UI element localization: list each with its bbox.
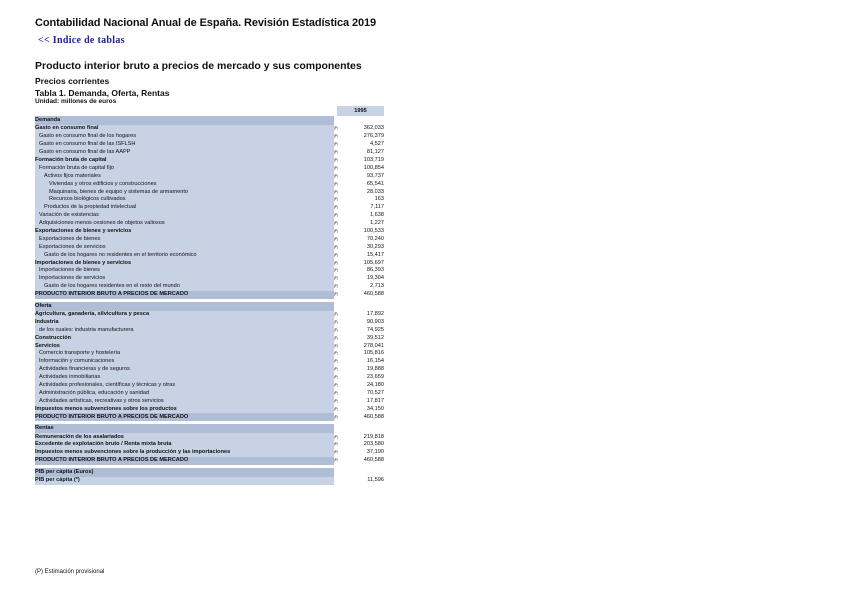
footnote: (P) Estimación provisional — [35, 569, 105, 575]
table-row — [35, 141, 384, 149]
row-flag: (P) — [334, 434, 338, 439]
year-header: 1995 — [337, 106, 384, 116]
table-row — [35, 342, 384, 350]
row-label: Formación bruta de capital — [35, 157, 334, 165]
row-value: 70,527 — [366, 389, 384, 396]
table-header-row — [35, 106, 384, 116]
row-label: Variación de existencias — [35, 212, 334, 220]
row-value: 105,816 — [363, 350, 384, 357]
row-value: 100,533 — [363, 228, 384, 235]
row-value: 37,190 — [366, 449, 384, 456]
row-flag: (P) — [334, 205, 338, 210]
row-label: Excedente de explotación bruto / Renta mixta bruta — [35, 441, 334, 449]
row-label: Gasto en consumo final de las AAPP — [35, 149, 334, 157]
section-label: Rentas — [35, 424, 334, 433]
row-label: Gasto en consumo final — [35, 125, 334, 133]
table-row — [35, 157, 384, 165]
table-row — [35, 350, 384, 358]
row-label: Impuestos menos subvenciones sobre la producción y las importaciones — [35, 449, 334, 457]
row-flag: (P) — [334, 343, 338, 348]
row-flag: (P) — [334, 229, 338, 234]
row-flag: (P) — [334, 150, 338, 155]
table-row — [35, 441, 384, 449]
row-value: 163 — [374, 196, 384, 203]
table-row — [35, 172, 384, 180]
row-label: Importaciones de servicios — [35, 275, 334, 283]
row-value: 460,588 — [363, 413, 384, 420]
table-row — [35, 267, 384, 275]
row-flag: (P) — [334, 383, 338, 388]
row-value — [337, 468, 384, 477]
table-row — [35, 196, 384, 204]
row-value: 93,737 — [366, 172, 384, 179]
row-label: Gasto de los hogares no residentes en el territorio económico — [35, 251, 334, 259]
row-flag: (P) — [334, 213, 338, 218]
row-flag: (P) — [334, 414, 338, 419]
row-value: 460,588 — [363, 457, 384, 464]
row-value: 24,180 — [366, 382, 384, 389]
section-header-row — [35, 424, 384, 433]
row-value: 278,041 — [363, 342, 384, 349]
row-value: 39,512 — [366, 334, 384, 341]
row-label: Productos de la propiedad intelectual — [35, 204, 334, 212]
row-flag: (P) — [334, 126, 338, 131]
row-value: 103,719 — [363, 157, 384, 163]
table-row — [35, 243, 384, 251]
row-label: Remuneración de los asalariados — [35, 433, 334, 441]
row-label: Adquisiciones menos cesiones de objetos valiosos — [35, 220, 334, 228]
row-flag: (P) — [334, 197, 338, 202]
row-flag: (P) — [334, 335, 338, 340]
row-flag: (P) — [334, 158, 338, 162]
row-flag: (P) — [334, 442, 338, 447]
table-row — [35, 374, 384, 382]
row-value: 105,697 — [363, 259, 384, 266]
index-link[interactable]: << Indice de tablas — [38, 35, 125, 46]
main-title: Contabilidad Nacional Anual de España. Revisión Estadística 2019 — [35, 17, 377, 29]
table-row — [35, 188, 384, 196]
row-flag: (P) — [334, 244, 338, 249]
row-value: 7,117 — [370, 204, 384, 211]
section-title: Producto interior bruto a precios de mercado y sus componentes — [35, 60, 362, 72]
row-label: Comercio transporte y hostelería — [35, 350, 334, 358]
row-value — [337, 302, 384, 311]
table-row — [35, 204, 384, 212]
row-flag: (P) — [334, 375, 338, 380]
row-flag: (P) — [334, 450, 338, 455]
table-row — [35, 180, 384, 188]
row-label: Viviendas y otros edificios y construcciones — [35, 180, 334, 188]
table-row — [35, 326, 384, 334]
row-label: Exportaciones de bienes — [35, 235, 334, 243]
row-flag: (P) — [334, 221, 338, 226]
row-label: Exportaciones de servicios — [35, 243, 334, 251]
section-header-row — [35, 116, 384, 125]
table-row — [35, 358, 384, 366]
row-label: Importaciones de bienes y servicios — [35, 259, 334, 267]
table-row — [35, 366, 384, 374]
row-value: 460,588 — [363, 291, 384, 298]
row-label: Actividades financieras y de seguros — [35, 366, 334, 374]
table-row — [35, 477, 384, 485]
row-flag: (P) — [334, 260, 338, 265]
row-value: 23,659 — [366, 374, 384, 381]
row-label: PRODUCTO INTERIOR BRUTO A PRECIOS DE MERCADO — [35, 291, 334, 299]
section-header-row — [35, 302, 384, 311]
row-value: 2,713 — [370, 283, 384, 290]
row-value: 17,817 — [366, 397, 384, 404]
data-table — [35, 106, 384, 485]
row-label: Gasto en consumo final de los hogares — [35, 133, 334, 141]
row-value: 70,240 — [366, 235, 384, 242]
table-row — [35, 251, 384, 259]
table-row — [35, 149, 384, 157]
total-row — [35, 413, 384, 421]
row-label: Administración pública, educación y sanidad — [35, 390, 334, 398]
table-title: Tabla 1. Demanda, Oferta, Rentas — [35, 88, 170, 98]
row-value: 11,596 — [367, 477, 384, 484]
row-flag: (P) — [334, 236, 338, 241]
table-row — [35, 235, 384, 243]
row-label: Actividades artísticas, recreativas y otros servicios — [35, 397, 334, 405]
row-label: Construcción — [35, 334, 334, 342]
row-flag: (P) — [334, 406, 338, 411]
row-label: PIB per cápita (*) — [35, 477, 334, 485]
row-value: 4,527 — [370, 141, 384, 148]
row-value: 65,541 — [366, 180, 384, 187]
row-value — [337, 424, 384, 433]
table-row — [35, 433, 384, 441]
row-value: 30,293 — [366, 243, 384, 250]
header-label-cell — [35, 106, 334, 116]
row-label: Servicios — [35, 342, 334, 350]
row-value — [337, 116, 384, 125]
table-row — [35, 390, 384, 398]
row-flag: (P) — [334, 367, 338, 372]
row-flag: (P) — [334, 398, 338, 403]
row-value: 15,417 — [366, 251, 384, 258]
section-label: Oferta — [35, 302, 334, 311]
row-label: Exportaciones de bienes y servicios — [35, 228, 334, 236]
table-row — [35, 405, 384, 413]
table-row — [35, 220, 384, 228]
section-label: PIB per cápita (Euros) — [35, 468, 334, 477]
row-flag: (P) — [334, 327, 338, 332]
row-flag: (P) — [334, 165, 338, 170]
section-label: Demanda — [35, 116, 334, 125]
row-value: 100,854 — [363, 164, 384, 171]
table-row — [35, 133, 384, 141]
row-value: 81,127 — [366, 149, 384, 156]
row-value: 19,304 — [366, 275, 384, 282]
row-label: de los cuales: industria manufacturera — [35, 326, 334, 334]
table-row — [35, 228, 384, 236]
table-row — [35, 334, 384, 342]
row-label: Formación bruta de capital fijo — [35, 164, 334, 172]
table-row — [35, 382, 384, 390]
row-flag: (P) — [334, 351, 338, 356]
row-flag: (P) — [334, 276, 338, 281]
row-label: Impuestos menos subvenciones sobre los productos — [35, 405, 334, 413]
table-row — [35, 311, 384, 319]
row-value: 28,033 — [366, 188, 384, 195]
table-row — [35, 449, 384, 457]
row-label: Gasto de los hogares residentes en el resto del mundo — [35, 283, 334, 291]
row-flag: (P) — [334, 268, 338, 273]
row-label: Agricultura, ganadería, silvicultura y pesca — [35, 311, 334, 319]
row-label: Gasto en consumo final de las ISFLSH — [35, 141, 334, 149]
unit-label: Unidad: millones de euros — [35, 98, 117, 105]
row-flag: (P) — [334, 312, 338, 317]
row-flag: (P) — [334, 173, 338, 178]
row-flag: (P) — [334, 181, 338, 186]
row-flag: (P) — [334, 284, 338, 289]
row-label: Importaciones de bienes — [35, 267, 334, 275]
row-label: Industria — [35, 318, 334, 326]
row-value: 74,925 — [366, 326, 384, 333]
row-value: 86,393 — [366, 267, 384, 274]
row-value: 362,033 — [363, 125, 384, 132]
row-flag: (P) — [334, 142, 338, 147]
row-flag: (P) — [334, 189, 338, 194]
table-row — [35, 397, 384, 405]
row-label: Activos fijos materiales — [35, 172, 334, 180]
row-flag: (P) — [334, 292, 338, 297]
row-value: 19,888 — [366, 366, 384, 373]
total-row — [35, 291, 384, 299]
prices-subtitle: Precios corrientes — [35, 76, 110, 86]
table-row — [35, 275, 384, 283]
section-header-row — [35, 468, 384, 477]
row-value: 1,227 — [370, 220, 384, 227]
row-value: 17,892 — [366, 311, 384, 318]
table-row — [35, 125, 384, 133]
row-value: 219,818 — [363, 433, 384, 440]
row-label: Actividades inmobiliarias — [35, 374, 334, 382]
row-label: Recursos biológicos cultivados — [35, 196, 334, 204]
table-row — [35, 212, 384, 220]
table-row — [35, 318, 384, 326]
row-flag: (P) — [334, 134, 338, 139]
row-label: Información y comunicaciones — [35, 358, 334, 366]
table-row — [35, 283, 384, 291]
row-label: Maquinaria, bienes de equipo y sistemas de armamento — [35, 188, 334, 196]
row-flag: (P) — [334, 319, 338, 324]
row-value: 90,903 — [366, 318, 384, 325]
row-flag: (P) — [334, 458, 338, 463]
row-flag: (P) — [334, 390, 338, 395]
row-flag: (P) — [334, 252, 338, 257]
row-value: 1,638 — [370, 212, 384, 219]
table-row — [35, 164, 384, 172]
row-value: 34,150 — [366, 405, 384, 412]
total-row — [35, 457, 384, 465]
row-flag: (P) — [334, 359, 338, 364]
row-label: Actividades profesionales, científicas y técnicas y otras — [35, 382, 334, 390]
table-row — [35, 259, 384, 267]
row-value: 16,154 — [366, 358, 384, 365]
row-label: PRODUCTO INTERIOR BRUTO A PRECIOS DE MERCADO — [35, 413, 334, 421]
row-value: 203,580 — [363, 441, 384, 448]
row-label: PRODUCTO INTERIOR BRUTO A PRECIOS DE MERCADO — [35, 457, 334, 465]
row-value: 276,379 — [363, 133, 384, 140]
table-body — [35, 106, 384, 485]
